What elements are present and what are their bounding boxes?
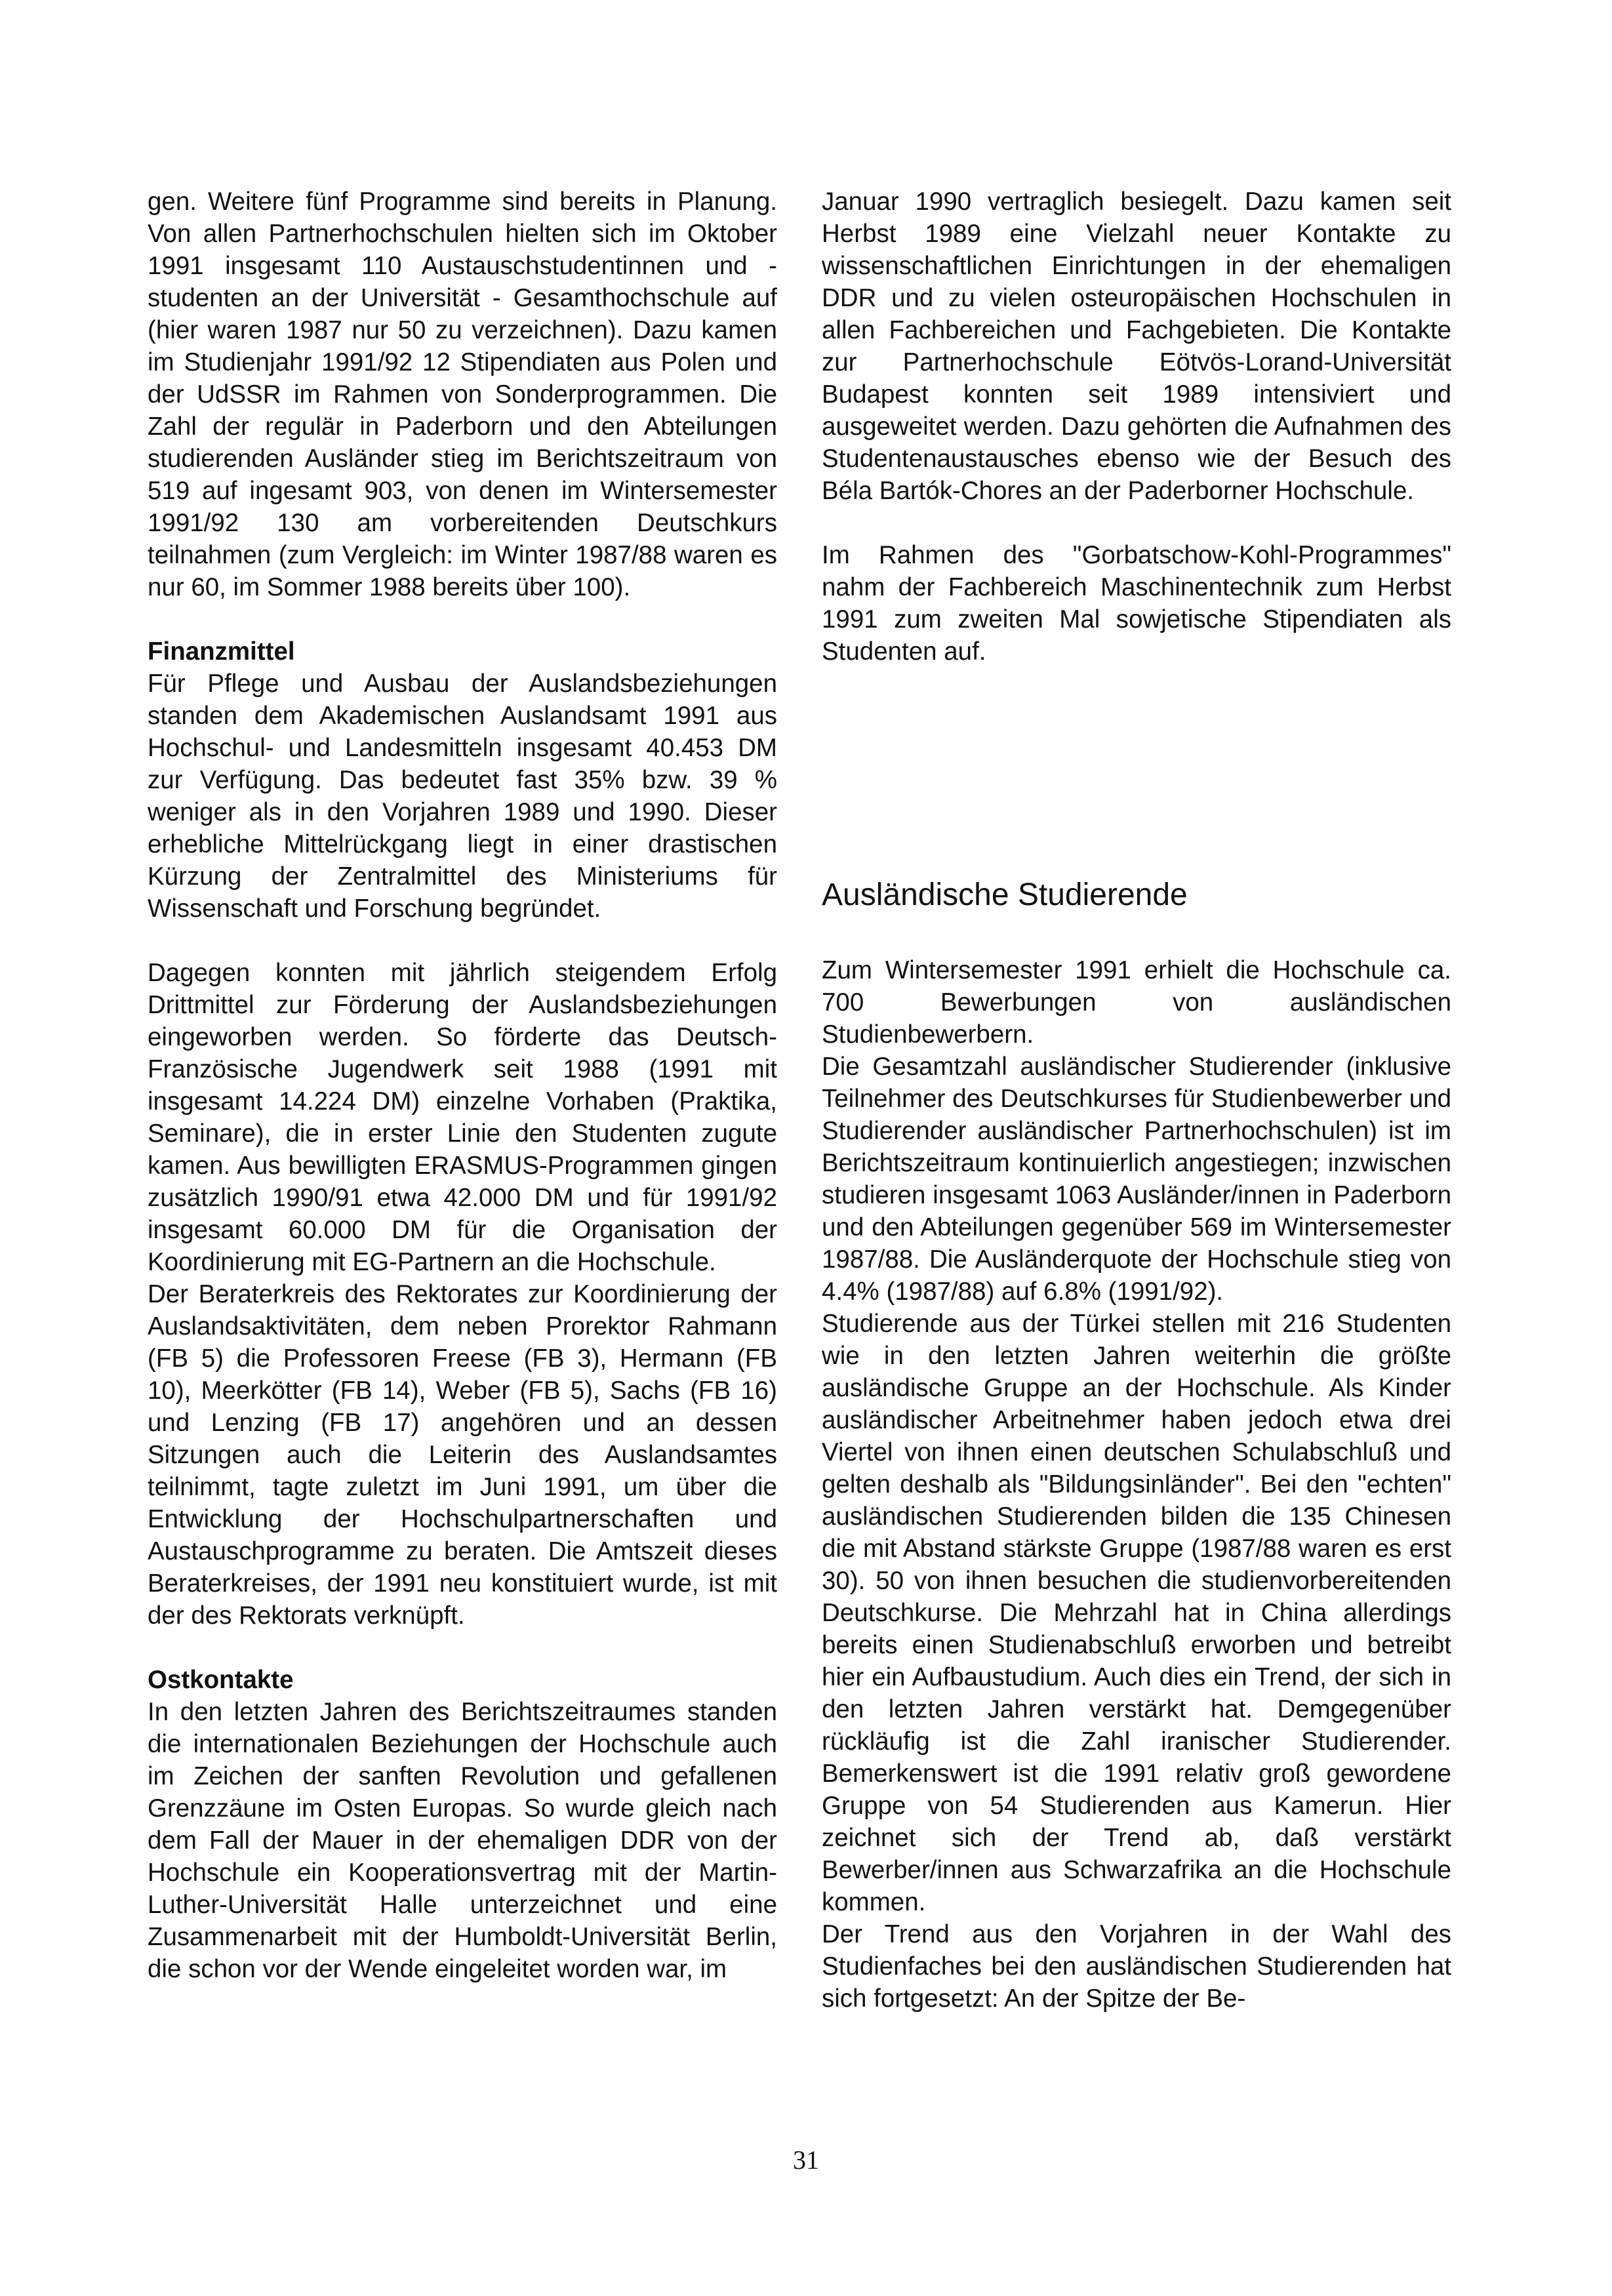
heading-ostkontakte: Ostkontakte <box>148 1666 294 1694</box>
paragraph-ostkontakte-continued: Januar 1990 vertraglich besiegelt. Dazu kamen seit Herbst 1989 eine Vielzahl neuer Kontakte zu wissenschaftlichen Einrichtungen in der ehemaligen DDR und zu vielen osteuropäischen Hochschulen in allen Fachbereichen und Fachgebieten. Die Kontakte zur Partnerhochschule Eötvös-Lorand-Universität Budapest konnten seit 1989 intensiviert und ausgeweitet werden. Dazu gehörten die Aufnahmen des Studentenaustausches ebenso wie der Besuch des Béla Bartók-Chores an der Paderborner Hochschule. <box>822 188 1451 505</box>
heading-auslaendische-studierende: Ausländische Studierende <box>822 877 1188 912</box>
paragraph-partnerhochschulen: gen. Weitere fünf Programme sind bereits in Planung. Von allen Partnerhochschulen hielten sich im Oktober 1991 insgesamt 110 Austauschstudentinnen und -studenten an der Universität - Gesamthochschule auf (hier waren 1987 nur 50 zu verzeichnen). Dazu kamen im Studienjahr 1991/92 12 Stipendiaten aus Polen und der UdSSR im Rahmen von Sonderprogrammen. Die Zahl der regulär in Paderborn und den Abteilungen studierenden Ausländer stieg im Berichtszeitraum von 519 auf ingesamt 903, von denen im Wintersemester 1991/92 130 am vorbereitenden Deutschkurs teilnahmen (zum Vergleich: im Winter 1987/88 waren es nur 60, im Sommer 1988 bereits über 100). <box>148 188 777 601</box>
page-number: 31 <box>793 2145 819 2175</box>
paragraph-auslaendische-studierende: Zum Wintersemester 1991 erhielt die Hochschule ca. 700 Bewerbungen von ausländischen Studienbewerbern. Die Gesamtzahl ausländischer Studierender (inklusive Teilnehmer des Deutschkurses für Studienbewerber und Studierender ausländischer Partnerhochschulen) ist im Berichtszeitraum kontinuierlich angestiegen; inzwischen studieren insgesamt 1063 Ausländer/innen in Paderborn und den Abteilungen gegenüber 569 im Wintersemester 1987/88. Die Ausländerquote der Hochschule stieg von 4.4% (1987/88) auf 6.8% (1991/92). Studierende aus der Türkei stellen mit 216 Studenten wie in den letzten Jahren weiterhin die größte ausländische Gruppe an der Hochschule. Als Kinder ausländischer Arbeitnehmer haben jedoch etwa drei Viertel von ihnen einen deutschen Schulabschluß und gelten deshalb als "Bildungsinländer". Bei den "echten" ausländischen Studierenden bilden die 135 Chinesen die mit Abstand stärkste Gruppe (1987/88 waren es erst 30). 50 von ihnen besuchen die studienvorbereitenden Deutschkurse. Die Mehrzahl hat in China allerdings bereits einen Studienabschluß erworben und betreibt hier ein Aufbaustudium. Auch dies ein Trend, der sich in den letzten Jahren verstärkt hat. Demgegenüber rückläufig ist die Zahl iranischer Studierender. Bemerkenswert ist die 1991 relativ groß gewordene Gruppe von 54 Studierenden aus Kamerun. Hier zeichnet sich der Trend ab, daß verstärkt Bewerber/innen aus Schwarzafrika an die Hochschule kommen. Der Trend aus den Vorjahren in der Wahl des Studienfaches bei den ausländischen Studierenden hat sich fortgesetzt: An der Spitze der Be- <box>822 956 1451 2013</box>
paragraph-ostkontakte: In den letzten Jahren des Berichtszeitraumes standen die internationalen Beziehungen der Hochschule auch im Zeichen der sanften Revolution und gefallenen Grenzzäune im Osten Europas. So wurde gleich nach dem Fall der Mauer in der ehemaligen DDR von der Hochschule ein Kooperationsvertrag mit der Martin-Luther-Universität Halle unterzeichnet und eine Zusammenarbeit mit der Humboldt-Universität Berlin, die schon vor der Wende eingeleitet worden war, im <box>148 1698 777 1983</box>
paragraph-drittmittel: Dagegen konnten mit jährlich steigendem Erfolg Drittmittel zur Förderung der Auslandsbeziehungen eingeworben werden. So förderte das Deutsch-Französische Jugendwerk seit 1988 (1991 mit insgesamt 14.224 DM) einzelne Vorhaben (Praktika, Seminare), die in erster Linie den Studenten zugute kamen. Aus bewilligten ERASMUS-Programmen gingen zusätzlich 1990/91 etwa 42.000 DM und für 1991/92 insgesamt 60.000 DM für die Organisation der Koordinierung mit EG-Partnern an die Hochschule. Der Beraterkreis des Rektorates zur Koordinierung der Auslandsaktivitäten, dem neben Prorektor Rahmann (FB 5) die Professoren Freese (FB 3), Hermann (FB 10), Meerkötter (FB 14), Weber (FB 5), Sachs (FB 16) und Lenzing (FB 17) angehören und an dessen Sitzungen auch die Leiterin des Auslandsamtes teilnimmt, tagte zuletzt im Juni 1991, um über die Entwicklung der Hochschulpartnerschaften und Austauschprogramme zu beraten. Die Amtszeit dieses Beraterkreises, der 1991 neu konstituiert wurde, ist mit der des Rektorats verknüpft. <box>148 959 777 1630</box>
paragraph-gorbatschow-kohl: Im Rahmen des "Gorbatschow-Kohl-Programmes" nahm der Fachbereich Maschinentechnik zum Herbst 1991 zum zweiten Mal sowjetische Stipendiaten als Studenten auf. <box>822 541 1451 666</box>
right-column <box>822 186 1451 2015</box>
left-column <box>148 186 777 1985</box>
heading-finanzmittel: Finanzmittel <box>148 637 295 666</box>
paragraph-finanzmittel: Für Pflege und Ausbau der Auslandsbeziehungen standen dem Akademischen Auslandsamt 1991 aus Hochschul- und Landesmitteln insgesamt 40.453 DM zur Verfügung. Das bedeutet fast 35% bzw. 39 % weniger als in den Vorjahren 1989 und 1990. Dieser erhebliche Mittelrückgang liegt in einer drastischen Kürzung der Zentralmittel des Ministeriums für Wissenschaft und Forschung begründet. <box>148 670 777 923</box>
